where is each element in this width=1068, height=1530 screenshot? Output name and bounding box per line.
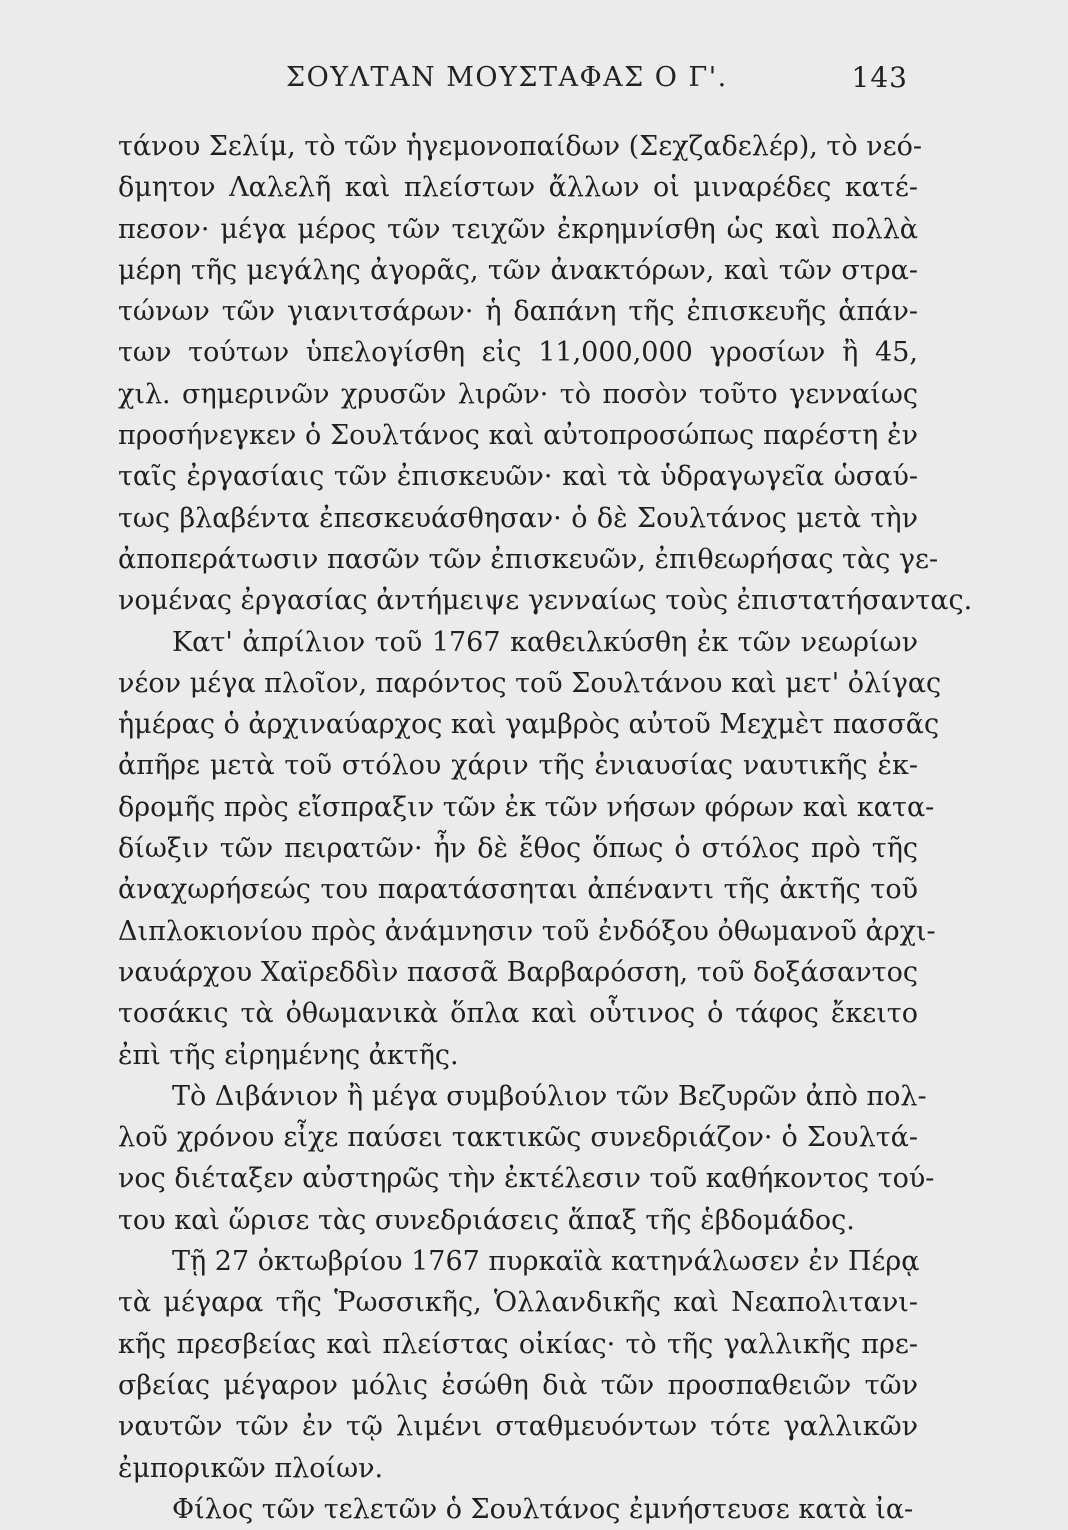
paragraph [118, 1076, 935, 1241]
text-line: προσήνεγκεν ὁ Σουλτάνος καὶ αὐτοπροσώπως παρέστη ἐν [118, 420, 918, 452]
text-line: τώνων τῶν γιανιτσάρων· ἡ δαπάνη τῆς ἐπισκευῆς ἁπάν- [118, 296, 918, 328]
page-number: 143 [851, 61, 908, 94]
text-line: ταῖς ἐργασίαις τῶν ἐπισκευῶν· καὶ τὰ ὑδραγωγεῖα ὡσαύ- [118, 461, 918, 493]
paragraph [118, 622, 942, 1076]
text-line: ἐπὶ τῆς εἰρημένης ἀκτῆς. [118, 1039, 459, 1071]
text-line: τοσάκις τὰ ὀθωμανικὰ ὅπλα καὶ οὗτινος ὁ τάφος ἔκειτο [118, 998, 918, 1030]
text-line: πεσον· μέγα μέρος τῶν τειχῶν ἐκρημνίσθη ὡς καὶ πολλὰ [118, 213, 918, 245]
text-line: ἡμέρας ὁ ἀρχιναύαρχος καὶ γαμβρὸς αὐτοῦ Μεχμὲτ πασσᾶς [118, 709, 940, 741]
text-line: ἀναχωρήσεώς του παρατάσσηται ἀπέναντι τῆς ἀκτῆς τοῦ [118, 874, 918, 906]
page-header [118, 58, 910, 98]
text-line: τάνου Σελίμ, τὸ τῶν ἡγεμονοπαίδων (Σεχζαδελέρ), τὸ νεό- [118, 131, 922, 162]
text-line: λοῦ χρόνου εἶχε παύσει τακτικῶς συνεδριάζον· ὁ Σουλτά- [118, 1122, 918, 1154]
text-line: νέον μέγα πλοῖον, παρόντος τοῦ Σουλτάνου καὶ μετ' ὀλίγας [118, 667, 942, 699]
text-line: ἀποπεράτωσιν πασῶν τῶν ἐπισκευῶν, ἐπιθεωρήσας τὰς γε- [118, 543, 939, 575]
text-line: δρομῆς πρὸς εἴσπραξιν τῶν ἐκ τῶν νήσων φόρων καὶ κατα- [118, 791, 935, 823]
text-line: κῆς πρεσβείας καὶ πλείστας οἰκίας· τὸ τῆς γαλλικῆς πρε- [118, 1328, 918, 1360]
text-line: ἐμπορικῶν πλοίων. [118, 1452, 384, 1484]
text-line: ναυάρχου Χαϊρεδδὶν πασσᾶ Βαρβαρόσση, τοῦ δοξάσαντος [118, 956, 918, 988]
paragraph [118, 1489, 918, 1530]
text-line: Φίλος τῶν τελετῶν ὁ Σουλτάνος ἐμνήστευσε κατὰ ἰα- [172, 1493, 914, 1525]
text-line: δμητον Λαλελῆ καὶ πλείστων ἄλλων οἱ μιναρέδες κατέ- [118, 172, 918, 204]
running-title: ΣΟΥΛΤΑΝ ΜΟΥΣΤΑΦΑΣ Ο Γ'. [286, 62, 728, 93]
text-line: Τῇ 27 ὀκτωβρίου 1767 πυρκαϊὰ κατηνάλωσεν ἐν Πέρᾳ [172, 1246, 920, 1278]
text-line: Διπλοκιονίου πρὸς ἀνάμνησιν τοῦ ἐνδόξου ὀθωμανοῦ ἀρχι- [118, 915, 936, 947]
text-line: του καὶ ὥρισε τὰς συνεδριάσεις ἅπαξ τῆς ἑβδομάδος. [118, 1204, 855, 1236]
text-line: νος διέταξεν αὐστηρῶς τὴν ἐκτέλεσιν τοῦ καθήκοντος τού- [118, 1163, 935, 1195]
paragraph [118, 1241, 918, 1489]
text-line: σβείας μέγαρον μόλις ἐσώθη διὰ τῶν προσπαθειῶν τῶν [118, 1369, 918, 1401]
text-line: χιλ. σημερινῶν χρυσῶν λιρῶν· τὸ ποσὸν τοῦτο γενναίως [118, 378, 918, 410]
text-line: τὰ μέγαρα τῆς Ῥωσσικῆς, Ὁλλανδικῆς καὶ Νεαπολιτανι- [118, 1287, 918, 1319]
text-line: ναυτῶν τῶν ἐν τῷ λιμένι σταθμευόντων τότε γαλλικῶν [118, 1411, 918, 1443]
text-line: τως βλαβέντα ἐπεσκευάσθησαν· ὁ δὲ Σουλτάνος μετὰ τὴν [118, 502, 918, 534]
text-line: δίωξιν τῶν πειρατῶν· ἦν δὲ ἔθος ὅπως ὁ στόλος πρὸ τῆς [118, 833, 918, 865]
text-line: Κατ' ἀπρίλιον τοῦ 1767 καθειλκύσθη ἐκ τῶν νεωρίων [172, 626, 918, 658]
text-line: των τούτων ὑπελογίσθη εἰς 11,000,000 γροσίων ἢ 45, [118, 337, 918, 369]
body-text [118, 126, 973, 1530]
text-line: Τὸ Διβάνιον ἢ μέγα συμβούλιον τῶν Βεζυρῶν ἀπὸ πολ- [172, 1080, 927, 1112]
text-line: μέρη τῆς μεγάλης ἀγορᾶς, τῶν ἀνακτόρων, καὶ τῶν στρα- [118, 254, 918, 286]
text-line: νομένας ἐργασίας ἀντήμειψε γενναίως τοὺς ἐπιστατήσαντας. [118, 585, 973, 617]
text-line: ἀπῆρε μετὰ τοῦ στόλου χάριν τῆς ἐνιαυσίας ναυτικῆς ἐκ- [118, 750, 918, 782]
paragraph [118, 126, 973, 622]
